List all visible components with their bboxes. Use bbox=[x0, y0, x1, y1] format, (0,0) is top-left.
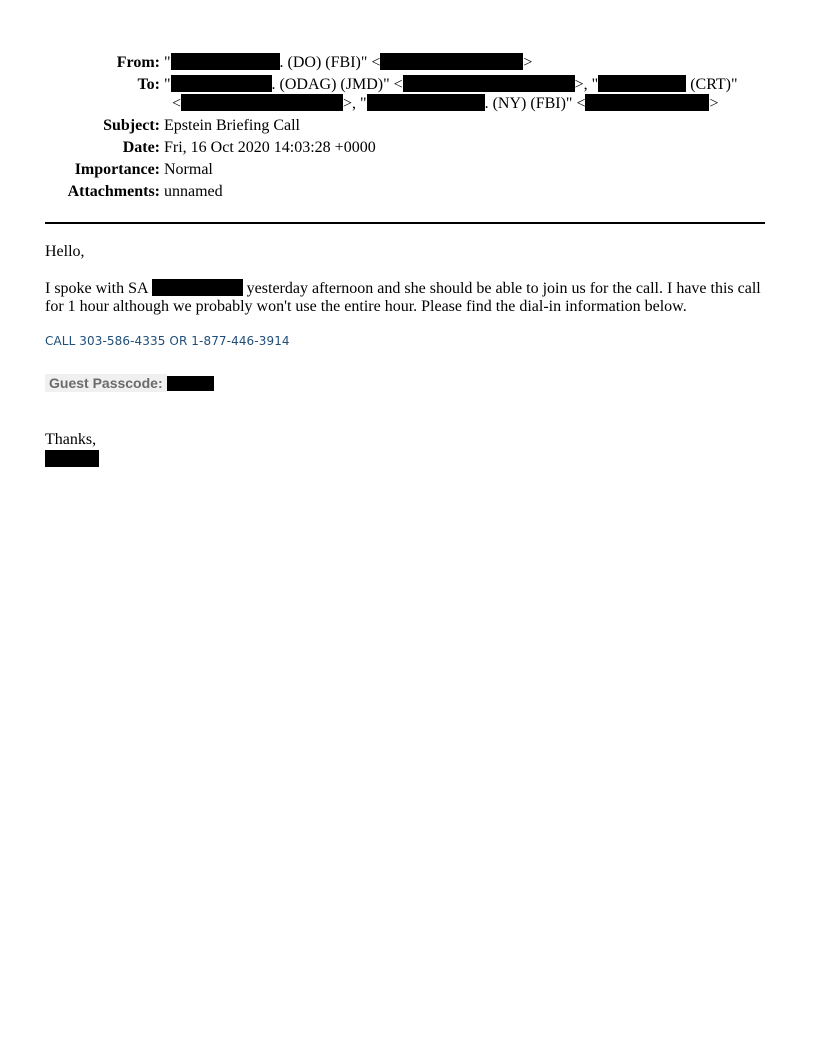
date-value: Fri, 16 Oct 2020 14:03:28 +0000 bbox=[164, 139, 376, 156]
subject-label: Subject: bbox=[103, 117, 160, 134]
email-body bbox=[45, 243, 770, 316]
from-label: From: bbox=[116, 54, 160, 71]
passcode-label: Guest Passcode: bbox=[45, 374, 167, 392]
subject-row bbox=[45, 116, 770, 135]
redaction-block bbox=[367, 94, 485, 111]
importance-value: Normal bbox=[164, 161, 213, 178]
from-value: " . (DO) (FBI)" < > bbox=[164, 54, 533, 71]
attachments-label: Attachments: bbox=[67, 183, 160, 200]
email-header bbox=[45, 53, 770, 204]
redaction-block bbox=[171, 75, 272, 92]
date-row bbox=[45, 138, 770, 157]
to-value-line2: < >, " . (NY) (FBI)" < > bbox=[172, 95, 719, 112]
importance-label: Importance: bbox=[74, 161, 160, 178]
redaction-block bbox=[152, 279, 243, 296]
to-label: To: bbox=[137, 76, 160, 93]
subject-value: Epstein Briefing Call bbox=[164, 117, 300, 134]
to-value: " . (ODAG) (JMD)" < >, " (CRT)" < >, " . (NY) (FBI)" < > bbox=[164, 76, 738, 112]
date-label: Date: bbox=[122, 139, 160, 156]
redaction-block bbox=[403, 75, 575, 92]
redaction-block bbox=[380, 53, 523, 70]
redaction-block bbox=[171, 53, 280, 70]
dial-in-line: CALL 303-586-4335 OR 1-877-446-3914 bbox=[45, 334, 290, 348]
signature-redaction bbox=[45, 450, 99, 467]
attachments-row bbox=[45, 182, 770, 201]
guest-passcode bbox=[45, 374, 214, 392]
sign-off: Thanks, bbox=[45, 431, 97, 448]
redaction-block bbox=[181, 94, 343, 111]
body-paragraph: I spoke with SA yesterday afternoon and she should be able to join us for the call. I have this call for 1 hour although we probably won't use the entire hour. Please find the dial-in information below. bbox=[45, 280, 761, 315]
attachments-value: unnamed bbox=[164, 183, 223, 200]
header-divider bbox=[45, 222, 765, 224]
redaction-block bbox=[598, 75, 686, 92]
from-row bbox=[45, 53, 770, 72]
importance-row bbox=[45, 160, 770, 179]
redaction-block bbox=[585, 94, 709, 111]
greeting: Hello, bbox=[45, 243, 85, 260]
to-row bbox=[45, 75, 770, 113]
redaction-block bbox=[167, 376, 214, 391]
